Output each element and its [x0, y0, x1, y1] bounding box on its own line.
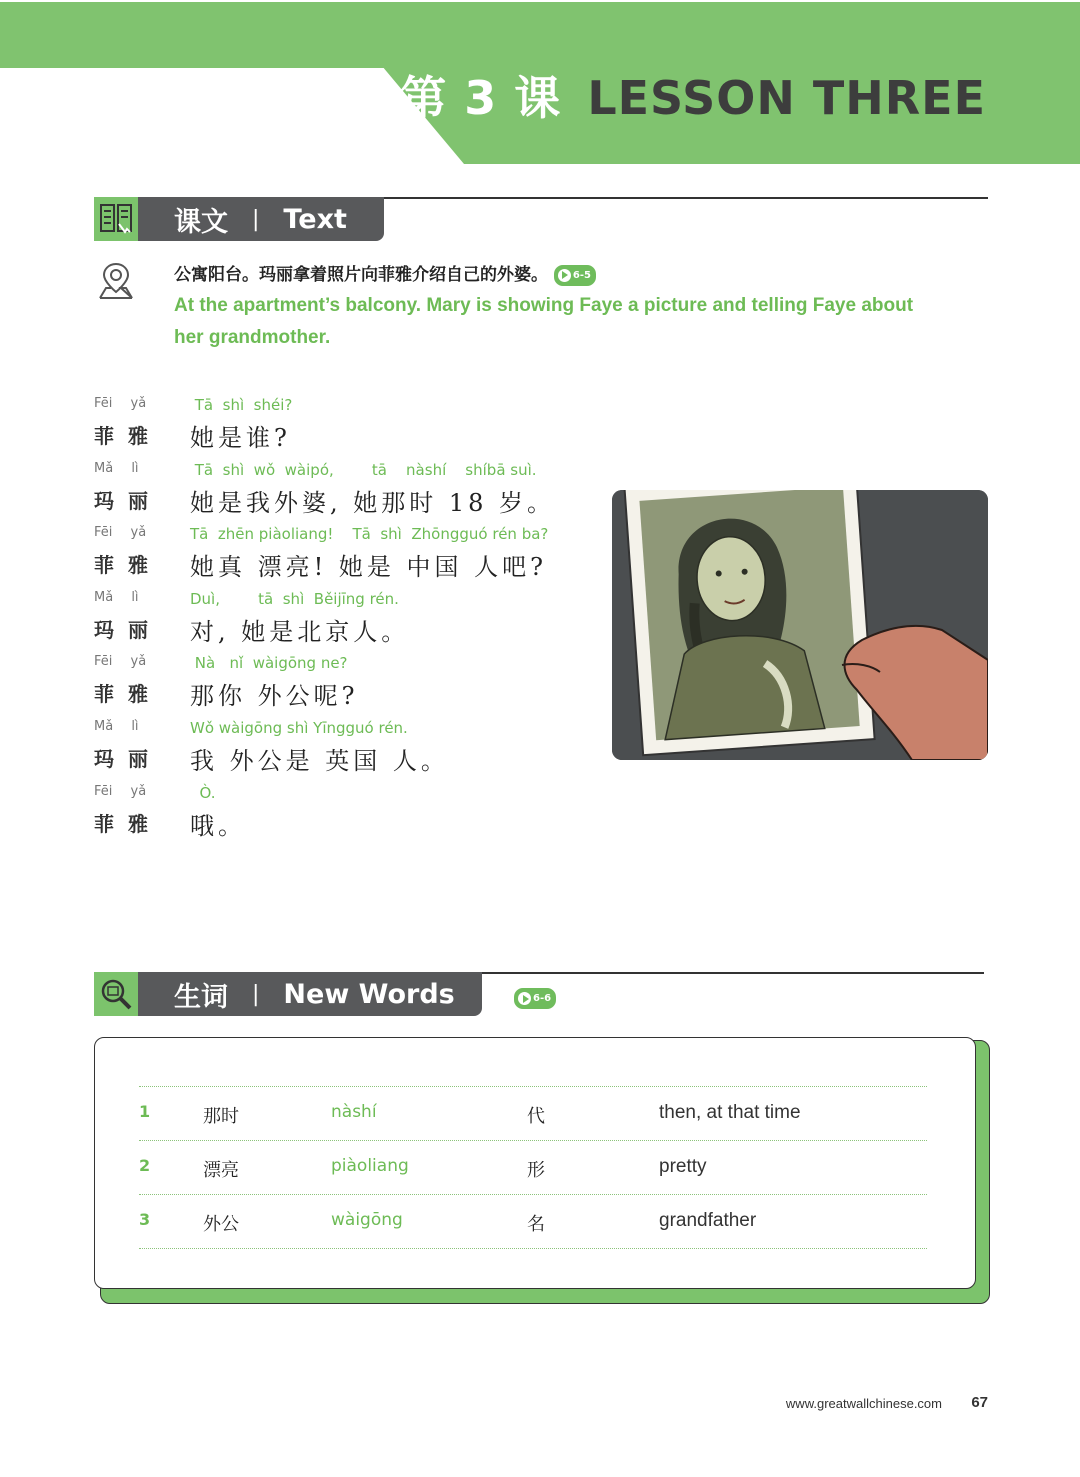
utterance-hanzi: 我 外公是 英国 人。 — [190, 746, 449, 775]
utterance-hanzi: 她真 漂亮! 她是 中国 人吧? — [190, 553, 548, 582]
vocab-definition: grandfather — [659, 1210, 757, 1231]
vocab-table — [139, 1086, 927, 1249]
vocab-row — [139, 1086, 927, 1140]
scene-zh-text: 公寓阳台。玛丽拿着照片向菲雅介绍自己的外婆。 — [174, 265, 548, 285]
dialogue-line — [94, 586, 594, 651]
vocab-row — [139, 1140, 927, 1194]
utterance-pinyin: Tā shì wǒ wàipó, tā nàshí shíbā suì. — [190, 460, 537, 479]
vocab-definition: pretty — [659, 1156, 707, 1177]
utterance-hanzi: 哦。 — [190, 811, 246, 840]
dialogue-line — [94, 780, 594, 845]
section-rule — [482, 972, 984, 974]
utterance-pinyin: Tā shì shéi? — [190, 396, 293, 414]
utterance-pinyin: Wǒ wàigōng shì Yīngguó rén. — [190, 718, 408, 737]
dialogue-line — [94, 650, 594, 715]
vocab-row — [139, 1194, 927, 1249]
utterance-hanzi: 那你 外公呢? — [190, 682, 359, 711]
utterance-hanzi: 她是我外婆, 她那时 18 岁。 — [190, 488, 556, 517]
vocab-part-of-speech: 名 — [527, 1214, 545, 1235]
speaker-pinyin: Fēi yǎ — [94, 654, 147, 670]
dialogue-line — [94, 392, 594, 457]
scene-description-en: At the apartment’s balcony. Mary is showing Faye a picture and telling Faye about her grandmother. — [174, 295, 914, 348]
utterance-pinyin: Nà nǐ wàigōng ne? — [190, 654, 348, 673]
section-rule — [384, 197, 988, 199]
vocab-pinyin: piàoliang — [331, 1156, 409, 1176]
vocab-pinyin: nàshí — [331, 1102, 377, 1122]
scene-description-zh — [174, 260, 596, 286]
play-icon — [558, 269, 571, 282]
vocab-number: 3 — [139, 1210, 151, 1229]
speaker-name: 菲雅 — [94, 424, 162, 448]
lesson-title-zh: 第 3 课 — [400, 71, 562, 125]
text-section-title-en: Text — [283, 203, 347, 235]
speaker-pinyin: Fēi yǎ — [94, 396, 147, 411]
utterance-hanzi: 对, 她是北京人。 — [190, 617, 410, 646]
speaker-pinyin: Fēi yǎ — [94, 783, 147, 799]
vocab-number: 2 — [139, 1156, 151, 1175]
utterance-pinyin: Tā zhēn piàoliang! Tā shì Zhōngguó rén ba? — [190, 525, 549, 544]
page-number: 67 — [971, 1394, 988, 1411]
audio-track-label: 6-6 — [533, 993, 552, 1004]
utterance-pinyin: Duì, tā shì Běijīng rén. — [190, 589, 399, 608]
speaker-name: 菲雅 — [94, 682, 162, 707]
photo-of-grandmother-illustration — [612, 490, 988, 760]
vocab-hanzi: 那时 — [203, 1106, 239, 1127]
utterance-pinyin: Ò. — [190, 783, 216, 802]
magnifier-icon — [94, 972, 138, 1016]
text-section-title-zh: 课文 — [174, 206, 228, 238]
title-separator: | — [252, 206, 260, 232]
audio-button-6-5[interactable] — [554, 265, 596, 286]
vocab-hanzi: 外公 — [203, 1214, 239, 1235]
speaker-pinyin: Mǎ lì — [94, 718, 139, 734]
vocab-part-of-speech: 形 — [527, 1160, 545, 1181]
dialogue-book-icon — [94, 197, 138, 241]
vocab-card — [94, 1037, 976, 1289]
dialogue-line — [94, 521, 594, 586]
vocab-part-of-speech: 代 — [527, 1106, 545, 1127]
speaker-name: 玛丽 — [94, 617, 162, 642]
audio-button-6-6[interactable] — [514, 988, 556, 1009]
speaker-pinyin: Fēi yǎ — [94, 525, 147, 541]
vocab-pinyin: wàigōng — [331, 1210, 403, 1230]
speaker-name: 玛丽 — [94, 746, 162, 771]
vocab-section-title-en: New Words — [283, 978, 455, 1010]
lesson-title — [400, 62, 986, 128]
dialogue-line — [94, 715, 594, 780]
speaker-pinyin: Mǎ lì — [94, 460, 139, 476]
title-separator: | — [252, 981, 260, 1007]
dialogue — [94, 392, 594, 844]
vocab-section-title-zh: 生词 — [174, 981, 228, 1013]
utterance-hanzi: 她是谁? — [190, 424, 291, 452]
header-banner — [0, 2, 1080, 68]
vocab-section-header — [94, 972, 984, 1016]
speaker-name: 菲雅 — [94, 553, 162, 578]
location-pin-icon — [96, 260, 136, 302]
vocab-number: 1 — [139, 1102, 151, 1121]
vocab-hanzi: 漂亮 — [203, 1160, 239, 1181]
lesson-title-en: LESSON THREE — [587, 71, 986, 125]
vocab-definition: then, at that time — [659, 1102, 801, 1123]
dialogue-line — [94, 457, 594, 522]
vocab-section-label — [138, 972, 482, 1016]
speaker-name: 菲雅 — [94, 811, 162, 836]
play-icon — [518, 992, 531, 1005]
text-section-label — [138, 197, 384, 241]
speaker-name: 玛丽 — [94, 488, 162, 513]
audio-track-label: 6-5 — [572, 269, 591, 281]
footer-website-link[interactable]: www.greatwallchinese.com — [785, 1396, 942, 1411]
text-section-header — [94, 197, 988, 241]
speaker-pinyin: Mǎ lì — [94, 589, 139, 605]
